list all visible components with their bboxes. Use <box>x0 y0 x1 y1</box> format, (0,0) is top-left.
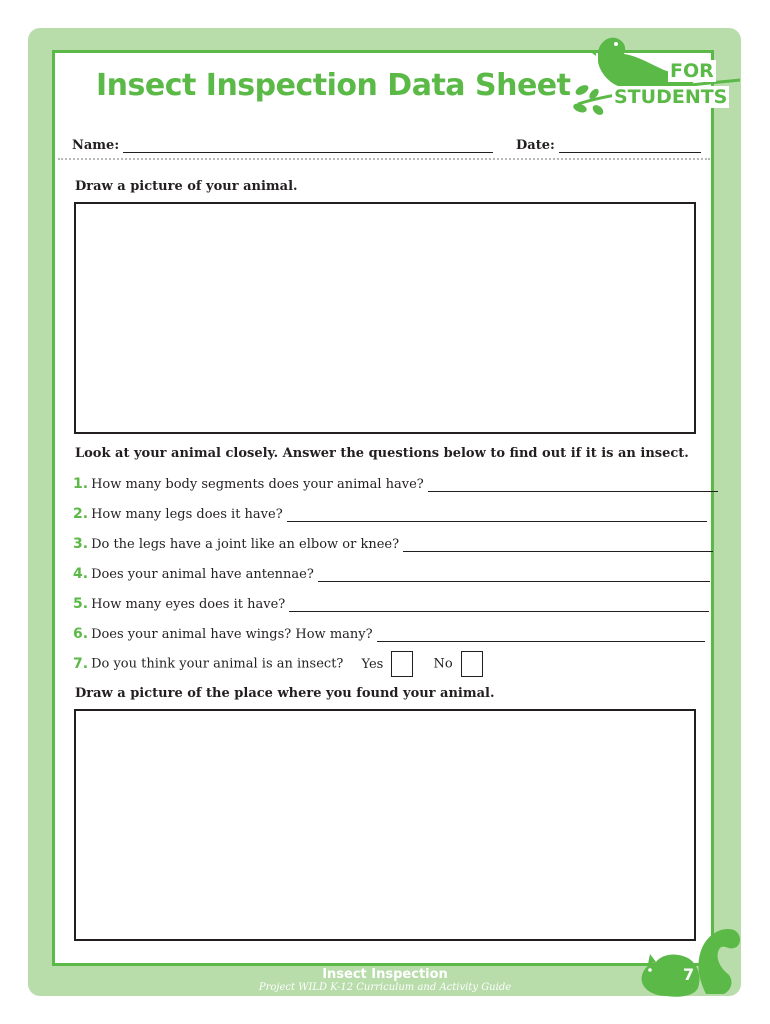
answer-line[interactable] <box>287 510 707 522</box>
page-title: Insect Inspection Data Sheet <box>96 68 571 103</box>
no-label: No <box>433 656 453 672</box>
date-field[interactable] <box>516 138 701 153</box>
draw-animal-instruction: Draw a picture of your animal. <box>75 179 298 194</box>
look-closely-instruction: Look at your animal closely. Answer the questions below to find out if it is an insect. <box>75 446 689 461</box>
question-text: Do you think your animal is an insect? <box>91 656 344 672</box>
name-line[interactable] <box>123 140 493 153</box>
question-text: How many eyes does it have? <box>91 597 286 612</box>
yes-checkbox[interactable] <box>391 651 413 677</box>
badge-students-label: STUDENTS <box>614 86 728 108</box>
badge-for-label: FOR <box>670 60 714 82</box>
question-5 <box>73 596 709 612</box>
question-text: How many legs does it have? <box>91 507 283 522</box>
question-2 <box>73 506 707 522</box>
answer-line[interactable] <box>377 630 705 642</box>
question-number: 3. <box>73 536 89 552</box>
footer-guide-title: Project WILD K-12 Curriculum and Activity Guide <box>258 982 512 993</box>
question-number: 6. <box>73 626 89 642</box>
name-label: Name: <box>72 138 120 153</box>
question-text: How many body segments does your animal have? <box>91 477 424 492</box>
date-label: Date: <box>516 138 555 153</box>
place-drawing-box[interactable] <box>74 709 696 941</box>
question-text: Does your animal have antennae? <box>91 567 314 582</box>
question-number: 5. <box>73 596 89 612</box>
question-4 <box>73 566 710 582</box>
question-number: 7. <box>73 655 89 672</box>
question-text: Does your animal have wings? How many? <box>91 627 373 642</box>
name-field[interactable] <box>72 138 493 153</box>
question-number: 1. <box>73 476 89 492</box>
question-number: 2. <box>73 506 89 522</box>
question-number: 4. <box>73 566 89 582</box>
answer-line[interactable] <box>289 600 709 612</box>
question-3 <box>73 536 713 552</box>
question-text: Do the legs have a joint like an elbow or knee? <box>91 537 400 552</box>
question-1 <box>73 476 718 492</box>
date-line[interactable] <box>559 140 701 153</box>
divider <box>58 158 710 160</box>
page-number: 7 <box>683 965 695 984</box>
answer-line[interactable] <box>403 540 713 552</box>
animal-drawing-box[interactable] <box>74 202 696 434</box>
answer-line[interactable] <box>428 480 718 492</box>
yes-label: Yes <box>361 656 384 672</box>
footer-activity-title: Insect Inspection <box>322 967 448 982</box>
question-7 <box>73 651 483 677</box>
no-checkbox[interactable] <box>461 651 483 677</box>
answer-line[interactable] <box>318 570 710 582</box>
draw-place-instruction: Draw a picture of the place where you found your animal. <box>75 686 495 701</box>
question-6 <box>73 626 705 642</box>
